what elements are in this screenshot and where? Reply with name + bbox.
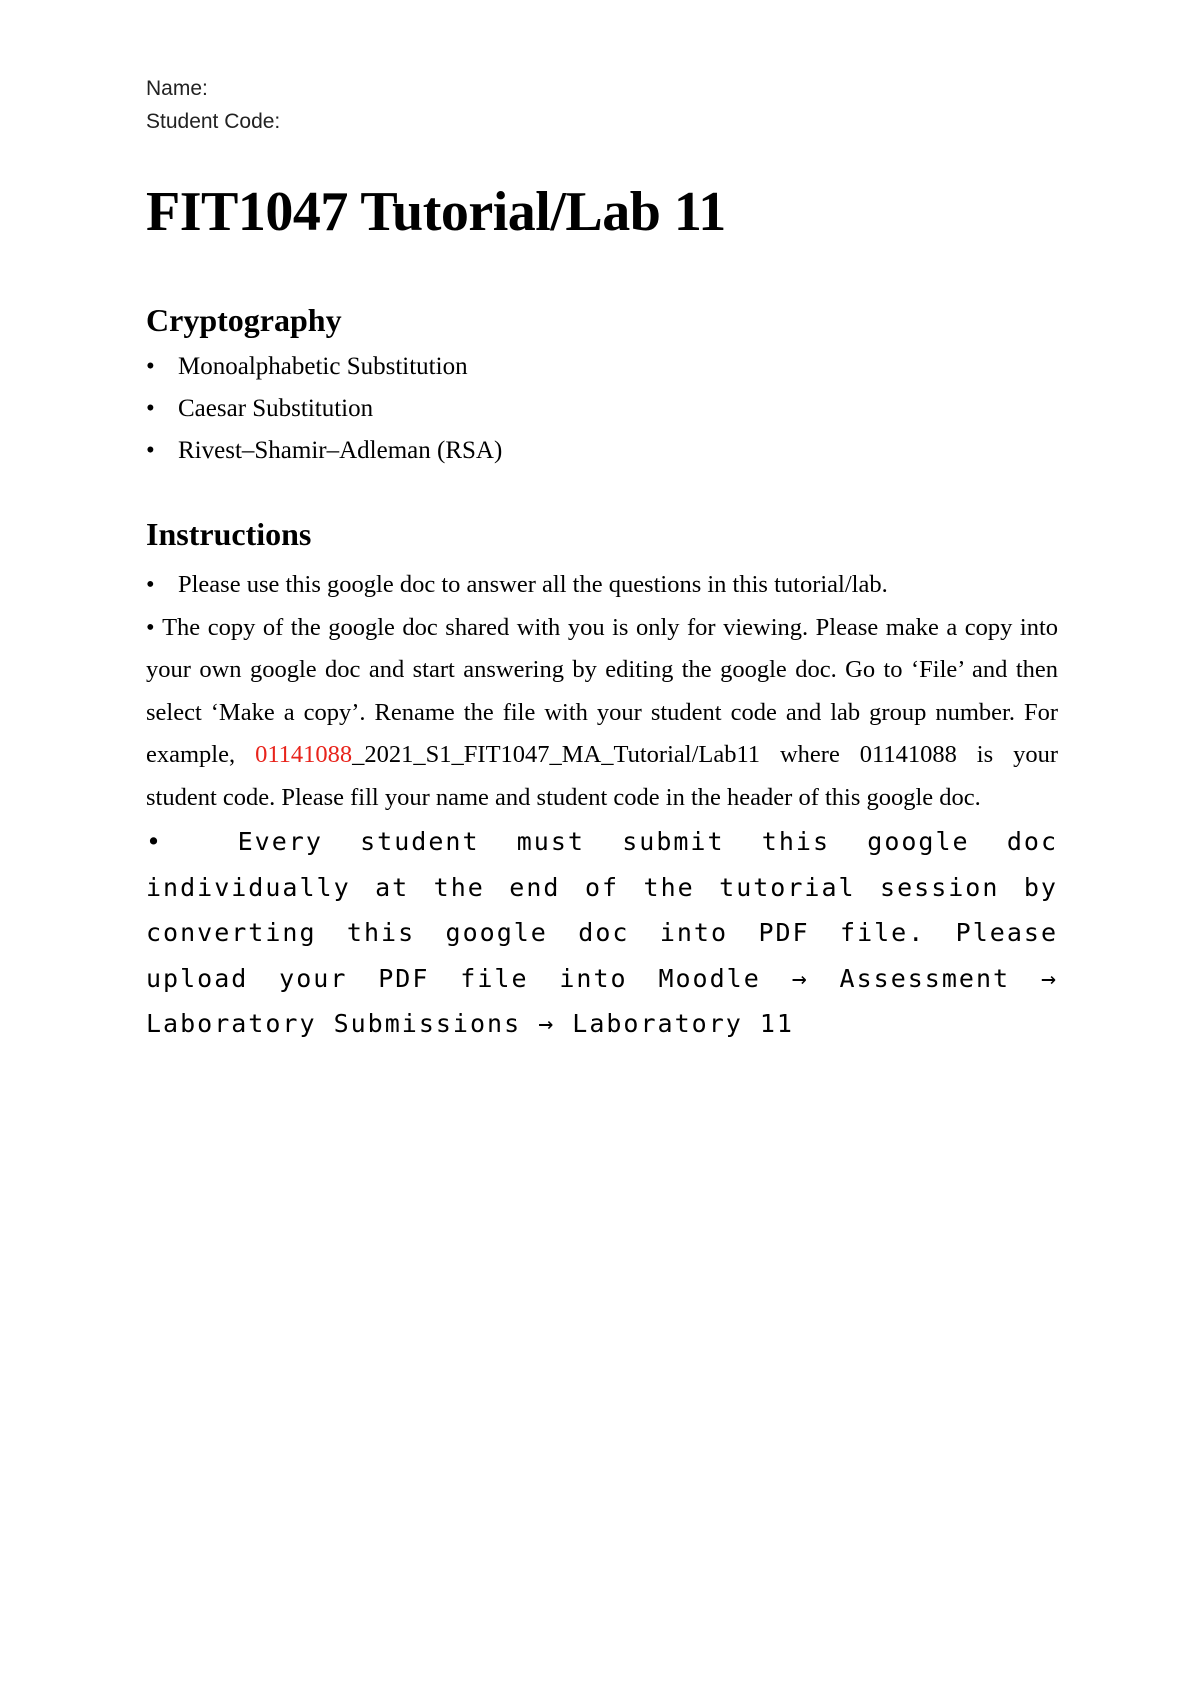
example-student-code: 01141088 [255, 741, 353, 768]
topic-caesar: Caesar Substitution [178, 395, 374, 422]
bullet-icon: • [146, 395, 155, 422]
topic-rsa: Rivest–Shamir–Adleman (RSA) [178, 437, 503, 464]
name-field-label: Name: [146, 77, 208, 100]
student-code-field-label: Student Code: [146, 110, 281, 133]
instructions-heading: Instructions [146, 516, 312, 552]
instruction-text-1: Please use this google doc to answer all the questions in this tutorial/lab. [178, 571, 888, 598]
bullet-icon: • [146, 437, 155, 464]
bullet-icon: • [146, 613, 155, 641]
topic-monoalphabetic: Monoalphabetic Substitution [178, 353, 468, 380]
list-item [146, 346, 1058, 388]
instruction-text-2b: _2021_S1_FIT1047_MA_Tutorial/Lab11 where 01141088 is your student code. Please fill your name and student code in the header of this google doc. [146, 741, 1058, 811]
cryptography-topic-list [146, 346, 1058, 472]
instruction-item-3 [146, 819, 1058, 1047]
instruction-text-3: Every student must submit this google doc individually at the end of the tutorial session by converting this google doc into PDF file. Please upload your PDF file into Moodle → Assessment → Laboratory Submissions → Laboratory 11 [146, 827, 1059, 1038]
instruction-item-1 [146, 564, 1058, 607]
document-title: FIT1047 Tutorial/Lab 11 [146, 181, 726, 243]
instruction-item-2 [146, 607, 1058, 820]
bullet-icon: • [146, 353, 155, 380]
document-content [146, 72, 1058, 1047]
list-item [146, 388, 1058, 430]
instruction-text-2a: The copy of the google doc shared with you is only for viewing. Please make a copy into your own google doc and start answering by editing the google doc. Go to ‘File’ and then select ‘Make a copy’. Rename the file with your student code and lab group number. For example, [146, 613, 1058, 768]
bullet-icon: • [146, 571, 155, 598]
cryptography-heading: Cryptography [146, 302, 342, 338]
bullet-icon: • [146, 827, 164, 856]
list-item [146, 430, 1058, 472]
